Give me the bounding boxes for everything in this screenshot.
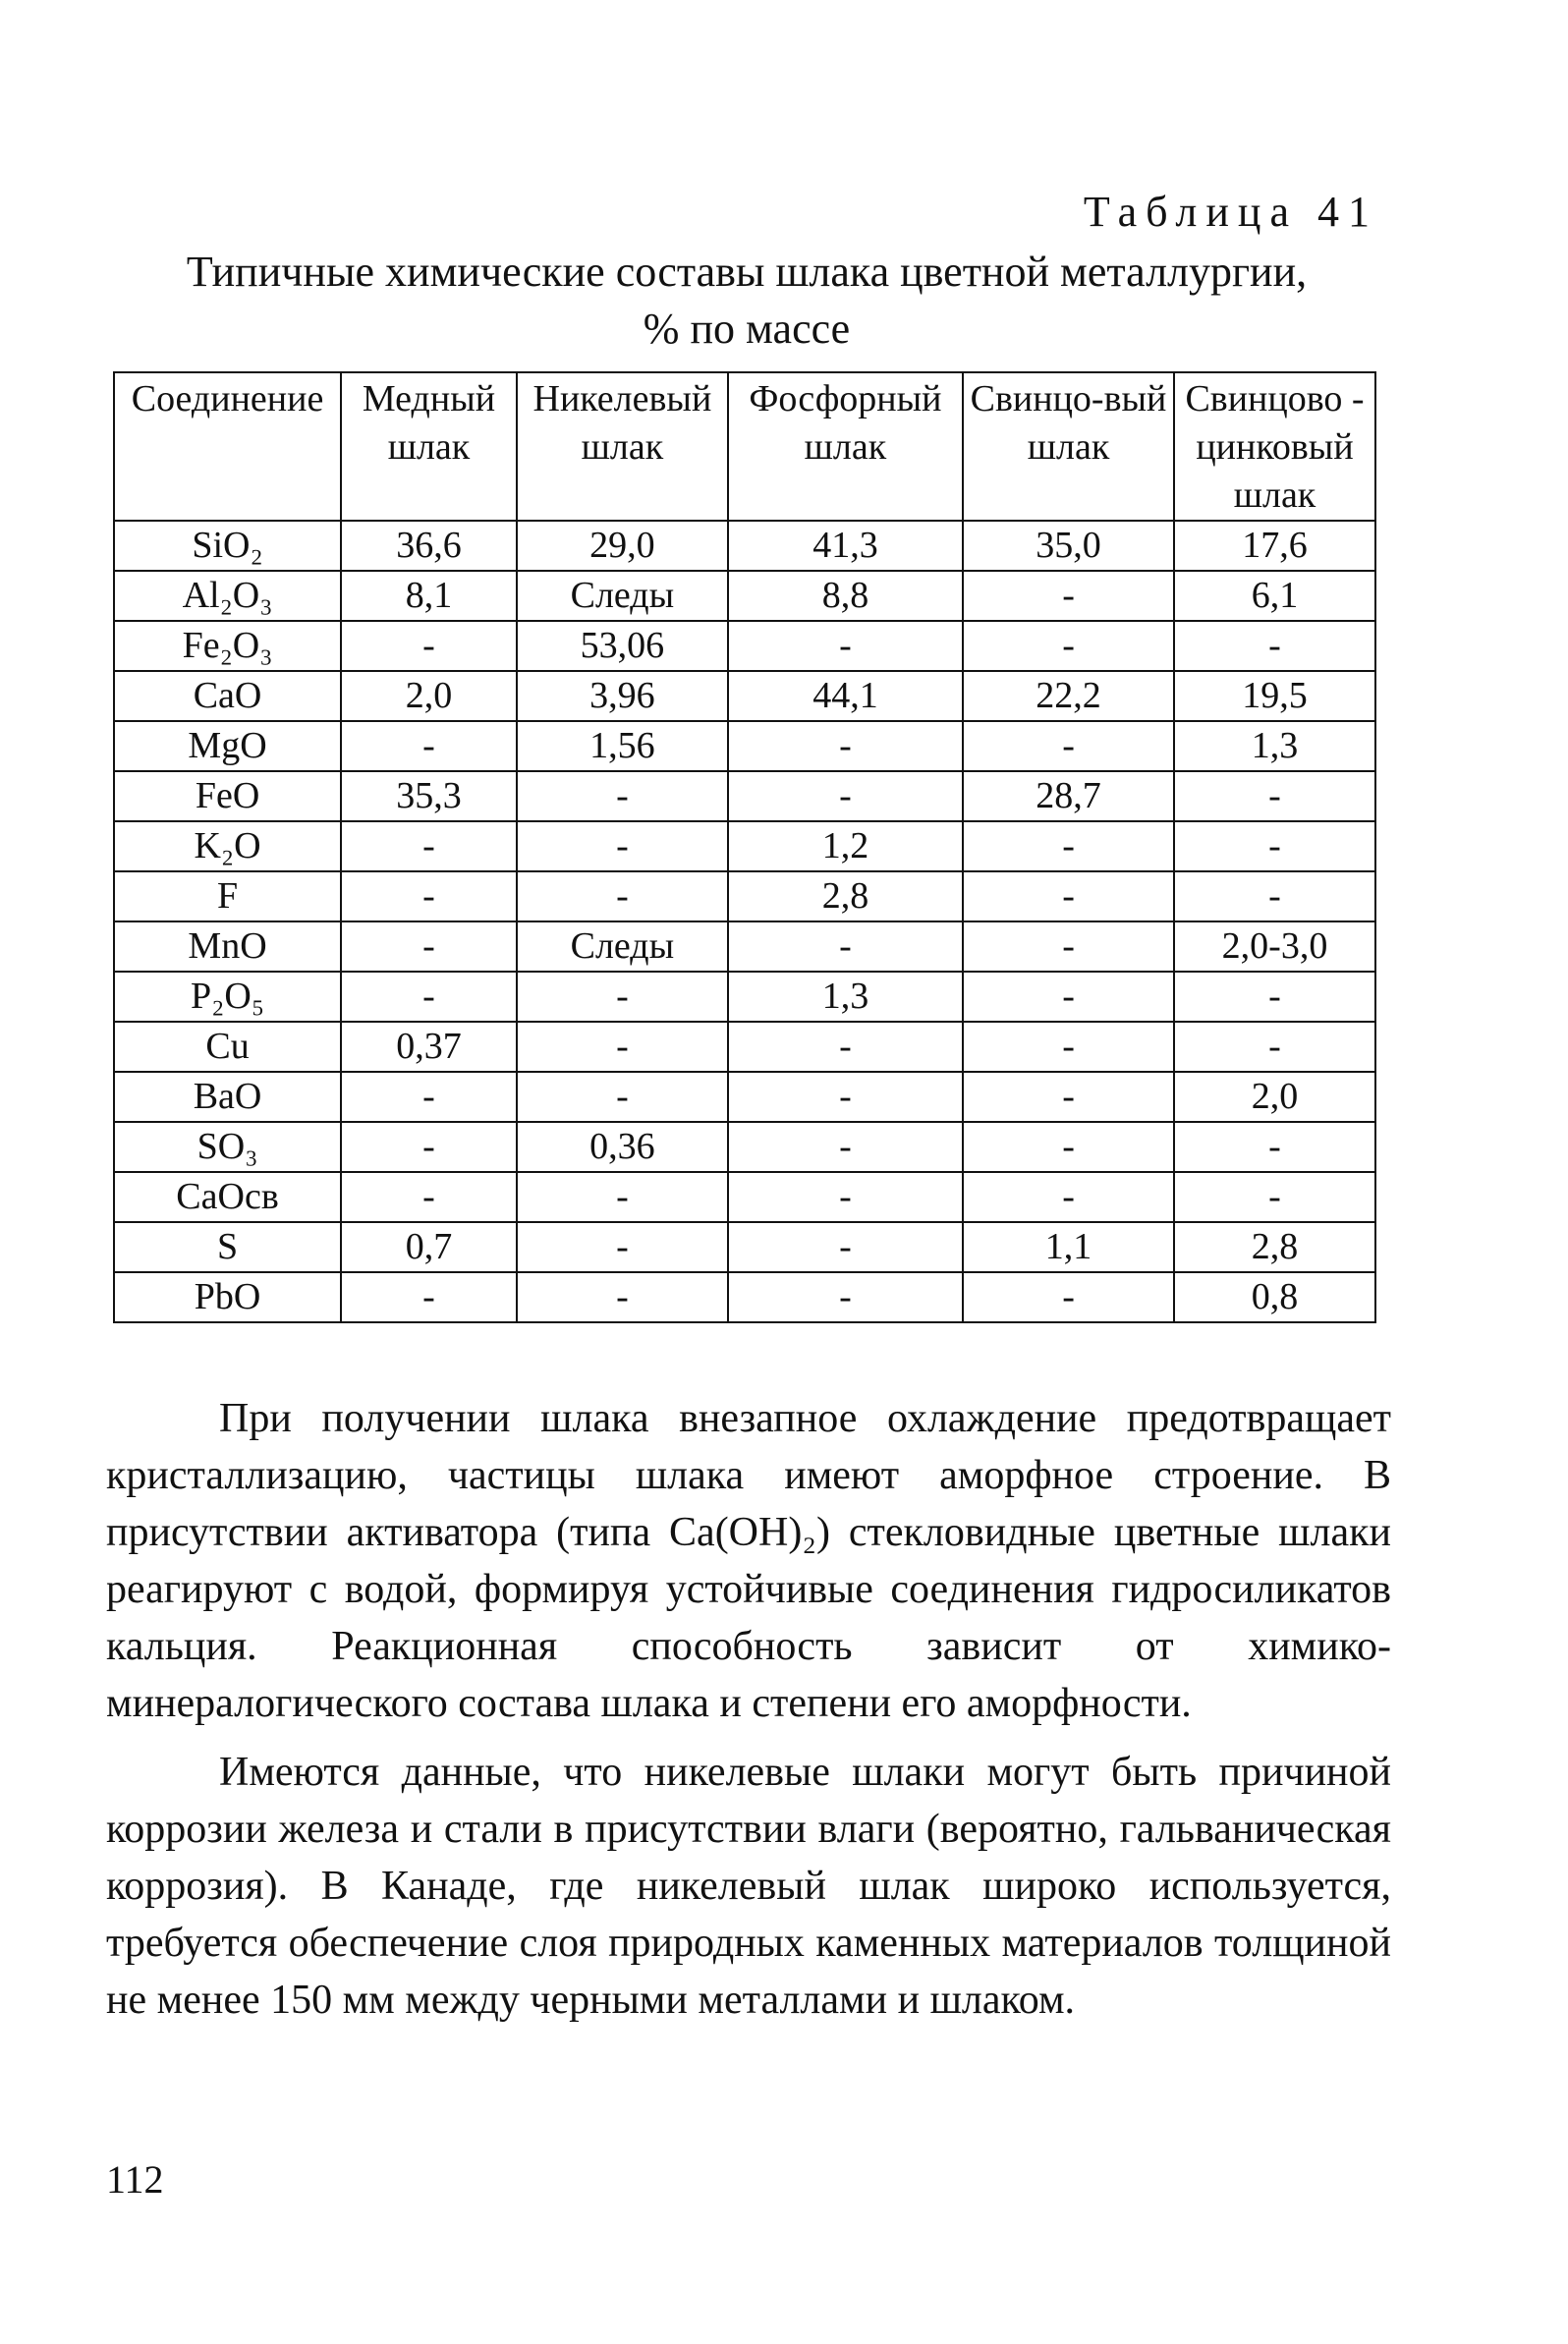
- table-header-row: [114, 372, 1375, 521]
- table-row: [114, 621, 1375, 671]
- value-cell: -: [963, 821, 1174, 871]
- value-cell: -: [963, 1172, 1174, 1222]
- table-header: [114, 372, 1375, 521]
- value-cell: -: [341, 1172, 517, 1222]
- value-cell: -: [517, 972, 728, 1022]
- value-cell: 29,0: [517, 521, 728, 571]
- table-body: [114, 521, 1375, 1322]
- compound-cell: BaO: [114, 1072, 341, 1122]
- compound-cell: Cu: [114, 1022, 341, 1072]
- value-cell: 17,6: [1174, 521, 1375, 571]
- value-cell: -: [517, 1222, 728, 1272]
- paragraph-1: При получении шлака внезапное охлаждение предотвращает кристаллизацию, частицы шлака имеют аморфное строение. В присутствии активатора (типа Ca(OH)₂) стекловидные цветные шлаки реагируют с водой, формируя устойчивые соединения гидросиликатов кальция. Реакционная способность зависит от химико-минералогического состава шлака и степени его аморфности.: [106, 1396, 1391, 1726]
- value-cell: -: [963, 871, 1174, 921]
- value-cell: -: [963, 1272, 1174, 1322]
- compound-cell: Fe₂O₃: [114, 621, 341, 671]
- value-cell: -: [728, 771, 963, 821]
- value-cell: -: [341, 1272, 517, 1322]
- value-cell: 6,1: [1174, 571, 1375, 621]
- value-cell: 2,8: [1174, 1222, 1375, 1272]
- value-cell: -: [517, 1272, 728, 1322]
- header-nickel-slag: Никелевый шлак: [517, 372, 728, 521]
- table-row: [114, 1272, 1375, 1322]
- compound-cell: SiO₂: [114, 521, 341, 571]
- value-cell: -: [1174, 621, 1375, 671]
- value-cell: 8,8: [728, 571, 963, 621]
- value-cell: 1,3: [728, 972, 963, 1022]
- value-cell: Следы: [517, 571, 728, 621]
- value-cell: -: [517, 871, 728, 921]
- compound-cell: CaO: [114, 671, 341, 721]
- value-cell: -: [963, 1022, 1174, 1072]
- value-cell: -: [1174, 972, 1375, 1022]
- value-cell: -: [341, 721, 517, 771]
- value-cell: 2,0: [341, 671, 517, 721]
- value-cell: 1,56: [517, 721, 728, 771]
- value-cell: 53,06: [517, 621, 728, 671]
- compound-cell: Al₂O₃: [114, 571, 341, 621]
- value-cell: -: [517, 771, 728, 821]
- value-cell: 0,7: [341, 1222, 517, 1272]
- value-cell: -: [728, 721, 963, 771]
- value-cell: -: [728, 1122, 963, 1172]
- table-row: [114, 721, 1375, 771]
- value-cell: -: [963, 721, 1174, 771]
- header-copper-slag: Медный шлак: [341, 372, 517, 521]
- value-cell: 1,1: [963, 1222, 1174, 1272]
- table-number-label: Таблица 41: [1083, 188, 1378, 236]
- value-cell: 35,0: [963, 521, 1174, 571]
- value-cell: -: [963, 621, 1174, 671]
- header-lead-zinc-slag: Свинцово - цинковый шлак: [1174, 372, 1375, 521]
- value-cell: -: [728, 1172, 963, 1222]
- value-cell: 22,2: [963, 671, 1174, 721]
- slag-composition-table: [113, 371, 1376, 1323]
- value-cell: -: [963, 921, 1174, 972]
- value-cell: 0,8: [1174, 1272, 1375, 1322]
- value-cell: Следы: [517, 921, 728, 972]
- value-cell: -: [517, 821, 728, 871]
- table-row: [114, 921, 1375, 972]
- value-cell: -: [341, 972, 517, 1022]
- value-cell: 1,2: [728, 821, 963, 871]
- value-cell: 2,0-3,0: [1174, 921, 1375, 972]
- value-cell: 2,0: [1174, 1072, 1375, 1122]
- value-cell: -: [728, 1072, 963, 1122]
- table-caption-line-2: % по массе: [643, 305, 851, 353]
- header-phosphorus-slag: Фосфорный шлак: [728, 372, 963, 521]
- table-row: [114, 771, 1375, 821]
- table-row: [114, 1022, 1375, 1072]
- value-cell: -: [728, 1222, 963, 1272]
- value-cell: -: [728, 1022, 963, 1072]
- table-caption: [108, 244, 1385, 358]
- value-cell: -: [963, 571, 1174, 621]
- paragraph-2: Имеются данные, что никелевые шлаки могут быть причиной коррозии железа и стали в присутствии влаги (вероятно, гальваническая коррозия). В Канаде, где никелевый шлак широко используется, требуется обеспечение слоя природных каменных материалов толщиной не менее 150 мм между черными металлами и шлаком.: [106, 1750, 1391, 2023]
- compound-cell: SO₃: [114, 1122, 341, 1172]
- value-cell: -: [728, 621, 963, 671]
- value-cell: -: [517, 1172, 728, 1222]
- value-cell: 19,5: [1174, 671, 1375, 721]
- value-cell: 44,1: [728, 671, 963, 721]
- table-row: [114, 1072, 1375, 1122]
- table-row: [114, 521, 1375, 571]
- compound-cell: K₂O: [114, 821, 341, 871]
- value-cell: -: [1174, 1172, 1375, 1222]
- value-cell: -: [1174, 771, 1375, 821]
- value-cell: -: [341, 1072, 517, 1122]
- value-cell: 41,3: [728, 521, 963, 571]
- value-cell: -: [341, 921, 517, 972]
- value-cell: -: [963, 1072, 1174, 1122]
- value-cell: -: [517, 1072, 728, 1122]
- table-row: [114, 821, 1375, 871]
- value-cell: -: [1174, 1122, 1375, 1172]
- value-cell: 35,3: [341, 771, 517, 821]
- compound-cell: F: [114, 871, 341, 921]
- value-cell: -: [728, 921, 963, 972]
- compound-cell: CaOсв: [114, 1172, 341, 1222]
- compound-cell: P₂O₅: [114, 972, 341, 1022]
- compound-cell: PbO: [114, 1272, 341, 1322]
- compound-cell: FeO: [114, 771, 341, 821]
- table-row: [114, 1222, 1375, 1272]
- table-row: [114, 671, 1375, 721]
- value-cell: 1,3: [1174, 721, 1375, 771]
- value-cell: -: [728, 1272, 963, 1322]
- value-cell: -: [1174, 821, 1375, 871]
- header-compound: Соединение: [114, 372, 341, 521]
- value-cell: 0,37: [341, 1022, 517, 1072]
- value-cell: -: [341, 821, 517, 871]
- value-cell: 28,7: [963, 771, 1174, 821]
- value-cell: -: [963, 1122, 1174, 1172]
- value-cell: 3,96: [517, 671, 728, 721]
- value-cell: -: [517, 1022, 728, 1072]
- compound-cell: MnO: [114, 921, 341, 972]
- value-cell: 2,8: [728, 871, 963, 921]
- page-number: 112: [106, 2157, 164, 2202]
- body-text: [106, 1390, 1391, 2040]
- value-cell: -: [1174, 1022, 1375, 1072]
- table-row: [114, 972, 1375, 1022]
- value-cell: 0,36: [517, 1122, 728, 1172]
- value-cell: 8,1: [341, 571, 517, 621]
- value-cell: -: [1174, 871, 1375, 921]
- value-cell: 36,6: [341, 521, 517, 571]
- table-row: [114, 871, 1375, 921]
- header-lead-slag: Свинцо-вый шлак: [963, 372, 1174, 521]
- compound-cell: MgO: [114, 721, 341, 771]
- value-cell: -: [341, 871, 517, 921]
- value-cell: -: [341, 1122, 517, 1172]
- table-row: [114, 1172, 1375, 1222]
- table-row: [114, 571, 1375, 621]
- value-cell: -: [963, 972, 1174, 1022]
- table-caption-line-1: Типичные химические составы шлака цветной металлургии,: [186, 248, 1308, 296]
- value-cell: -: [341, 621, 517, 671]
- compound-cell: S: [114, 1222, 341, 1272]
- table-row: [114, 1122, 1375, 1172]
